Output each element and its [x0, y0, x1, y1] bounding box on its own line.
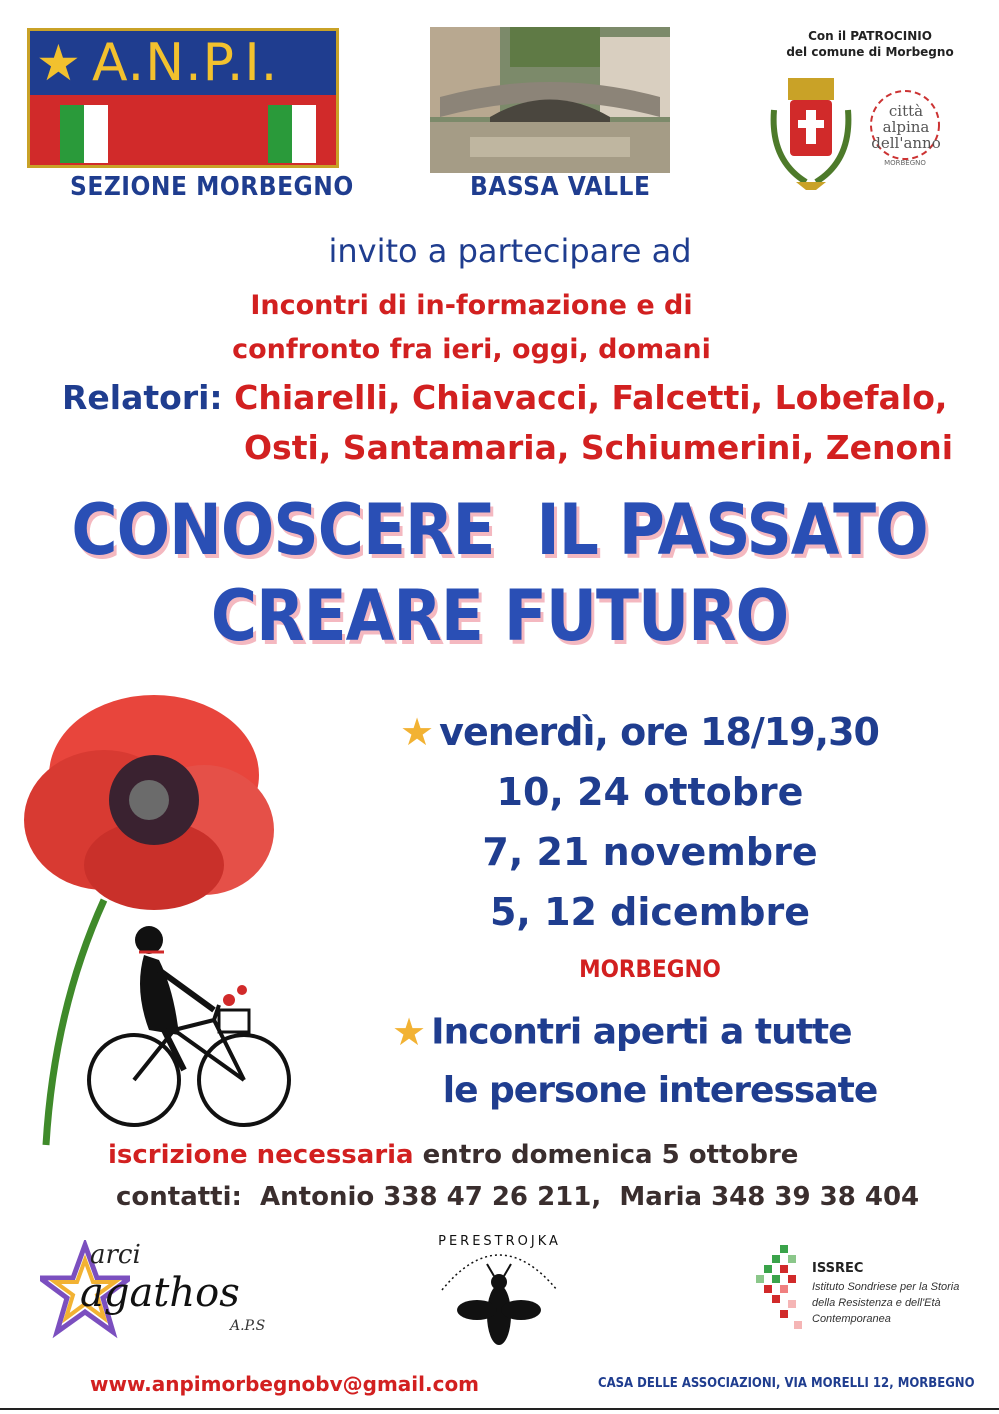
patronage-line1: Con il PATROCINIO	[808, 29, 932, 43]
main-title-line1: CONOSCERE IL PASSATO	[71, 489, 928, 571]
issrec-logo	[750, 1245, 960, 1345]
registration-deadline: entro domenica 5 ottobre	[422, 1140, 799, 1170]
arci-logo-top: arci	[90, 1240, 141, 1270]
patronage-line2: del comune di Morbegno	[786, 45, 954, 59]
speakers-line2: Osti, Santamaria, Schiumerini, Zenoni	[244, 428, 954, 467]
invite-line: invito a partecipare ad	[328, 232, 692, 270]
arci-logo-main: agathos	[80, 1270, 240, 1316]
date-october: 10, 24 ottobre	[496, 770, 804, 814]
issrec-title: ISSREC	[812, 1261, 864, 1276]
date-december: 5, 12 dicembre	[489, 890, 811, 934]
poppy-bicycle-illustration	[24, 690, 324, 1150]
perestrojka-text: PERESTROJKA	[438, 1234, 561, 1249]
anpi-logo-text: A.N.P.I.	[92, 33, 279, 93]
issrec-desc-line1: Istituto Sondriese per la Storia	[812, 1281, 960, 1293]
open-line1: Incontri aperti a tutte	[431, 1011, 852, 1053]
contacts-line: contatti: Antonio 338 47 26 211, Maria 348 39 38 404	[116, 1182, 920, 1212]
citta-alpina-sub: MORBEGNO	[884, 159, 926, 167]
date-november: 7, 21 novembre	[482, 830, 818, 874]
star-icon: ★	[36, 34, 81, 92]
website-link[interactable]: www.anpimorbegnobv@gmail.com	[90, 1372, 480, 1396]
anpi-logo	[27, 28, 339, 168]
open-line2: le persone interessate	[442, 1070, 878, 1111]
registration-highlight: iscrizione necessaria	[108, 1140, 414, 1170]
registration-row	[108, 1140, 988, 1170]
speakers-label: Relatori:	[62, 378, 223, 417]
perestrojka-logo	[432, 1230, 567, 1360]
issrec-desc-line2: della Resistenza e dell'Età	[812, 1297, 941, 1309]
anpi-section-caption: SEZIONE MORBEGNO	[70, 172, 354, 202]
speakers-line1-row	[62, 378, 962, 417]
patronage-text	[775, 28, 965, 60]
open-line1-row	[392, 1010, 952, 1054]
address-line: CASA DELLE ASSOCIAZIONI, VIA MORELLI 12, MORBEGNO	[598, 1376, 975, 1391]
speakers-line1: Chiarelli, Chiavacci, Falcetti, Lobefalo,	[234, 378, 948, 417]
bottom-divider	[0, 1408, 999, 1410]
main-title	[0, 487, 999, 659]
star-icon: ★	[392, 1010, 427, 1054]
intro-line1: Incontri di in-formazione e di	[250, 290, 693, 321]
place-label: MORBEGNO	[579, 955, 721, 983]
day-time-row	[400, 710, 920, 760]
morbegno-coat-of-arms	[766, 70, 856, 194]
issrec-desc	[812, 1279, 962, 1327]
star-icon: ★	[400, 710, 435, 754]
bridge-caption: BASSA VALLE	[470, 172, 651, 202]
citta-alpina-logo	[865, 85, 945, 175]
main-title-line2: CREARE FUTURO	[210, 575, 789, 657]
issrec-desc-line3: Contemporanea	[812, 1313, 891, 1325]
day-time: venerdì, ore 18/19,30	[439, 710, 879, 754]
arci-agathos-logo	[40, 1240, 300, 1350]
citta-alpina-text: città alpina dell'anno	[871, 102, 941, 152]
bridge-photo	[430, 27, 670, 173]
intro-line2: confronto fra ieri, oggi, domani	[232, 334, 711, 365]
arci-logo-sub: A.P.S	[230, 1318, 266, 1334]
